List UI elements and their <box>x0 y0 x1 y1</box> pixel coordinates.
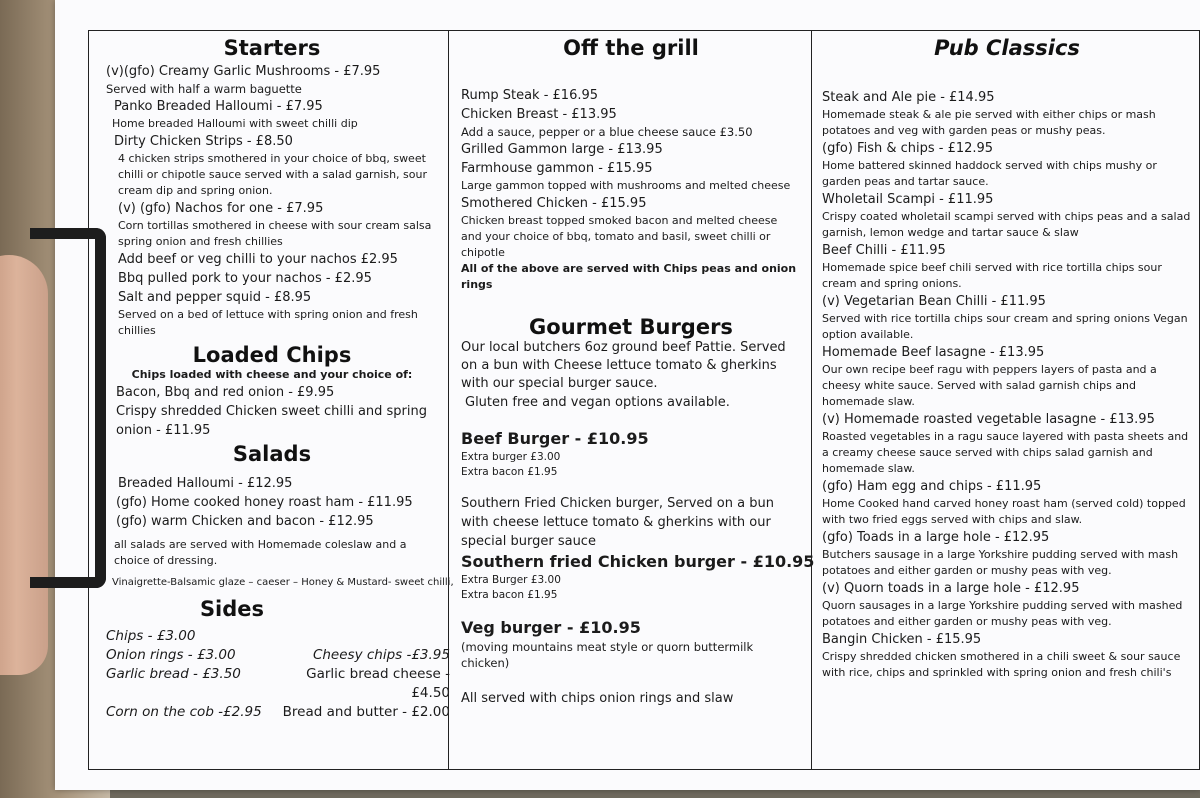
salad-item: (gfo) Home cooked honey roast ham - £11.95 <box>116 495 413 510</box>
pub-classics-heading: Pub Classics <box>934 36 1080 60</box>
beef-burger: Beef Burger - £10.95 <box>461 429 649 448</box>
salads-note: all salads are served with Homemade coleslaw and a choice of dressing. <box>114 538 407 567</box>
classic-desc: Homemade steak & ale pie served with either chips or mash potatoes and veg with garden peas or mushy peas. <box>822 108 1156 137</box>
veg-burger: Veg burger - £10.95 <box>461 618 641 637</box>
classic-item <box>822 528 1192 579</box>
burgers-all-served: All served with chips onion rings and slaw <box>461 691 734 706</box>
classic-item <box>822 190 1192 241</box>
classic-item <box>822 477 1192 528</box>
grill-item: Rump Steak - £16.95 <box>461 88 599 103</box>
column-middle <box>448 30 815 770</box>
classic-name: (gfo) Fish & chips - £12.95 <box>822 141 994 156</box>
sides-heading: Sides <box>199 597 265 621</box>
grill-heading: Off the grill <box>563 36 699 60</box>
loaded-chips-item: Bacon, Bbq and red onion - £9.95 <box>116 385 335 400</box>
classic-name: Bangin Chicken - £15.95 <box>822 632 982 647</box>
burgers-gf-note: Gluten free and vegan options available. <box>465 395 730 410</box>
classic-desc: Butchers sausage in a large Yorkshire pudding served with mash potatoes and either garden or mushy peas with veg. <box>822 548 1179 577</box>
grill-item: Farmhouse gammon - £15.95 <box>461 161 653 176</box>
starter-desc: Home breaded Halloumi with sweet chilli dip <box>112 117 358 130</box>
grill-note: Add a sauce, pepper or a blue cheese sauce £3.50 <box>461 125 753 139</box>
side-item: Bread and butter - £2.00 <box>282 704 450 720</box>
burger-extra: Extra burger £3.00 <box>461 451 561 463</box>
burger-extra: Extra Burger £3.00 <box>461 574 561 586</box>
salad-item: (gfo) warm Chicken and bacon - £12.95 <box>116 514 374 529</box>
starter-desc: Corn tortillas smothered in cheese with sour cream salsa spring onion and fresh chillies <box>118 219 432 248</box>
veg-burger-desc: (moving mountains meat style or quorn buttermilk chicken) <box>461 640 754 670</box>
classic-desc: Crispy coated wholetail scampi served with chips peas and a salad garnish, lemon wedge and tartar sauce & slaw <box>822 210 1191 239</box>
starters-heading: Starters <box>223 36 321 60</box>
starter-name: Add beef or veg chilli to your nachos £2.95 <box>118 252 398 267</box>
side-item: Corn on the cob -£2.95 <box>106 704 262 720</box>
classic-name: Homemade Beef lasagne - £13.95 <box>822 345 1045 360</box>
grill-desc: Large gammon topped with mushrooms and melted cheese <box>461 179 791 192</box>
side-item: Garlic bread cheese - £4.50 <box>306 666 450 701</box>
starters-item <box>106 97 438 132</box>
salads-heading: Salads <box>232 442 312 466</box>
classic-item <box>822 630 1192 681</box>
sfc-burger: Southern fried Chicken burger - £10.95 <box>461 552 815 571</box>
starter-name: (v) (gfo) Nachos for one - £7.95 <box>118 201 324 216</box>
classic-desc: Roasted vegetables in a ragu sauce layered with pasta sheets and a creamy cheese sauce served with chips salad garnish and homemade slaw. <box>822 430 1189 475</box>
starter-name: Panko Breaded Halloumi - £7.95 <box>114 99 323 114</box>
starter-desc: 4 chicken strips smothered in your choice of bbq, sweet chilli or chipotle sauce served with a salad garnish, sour cream dip and spring onion. <box>118 152 427 197</box>
grill-item: Grilled Gammon large - £13.95 <box>461 142 663 157</box>
classic-item <box>822 410 1192 477</box>
burger-extra: Extra bacon £1.95 <box>461 466 558 478</box>
classic-name: (gfo) Ham egg and chips - £11.95 <box>822 479 1042 494</box>
starter-desc: Served on a bed of lettuce with spring onion and fresh chillies <box>118 308 418 337</box>
salad-item: Breaded Halloumi - £12.95 <box>118 476 293 491</box>
starters-item <box>106 199 438 250</box>
classic-name: (v) Vegetarian Bean Chilli - £11.95 <box>822 294 1046 309</box>
side-item: Chips - £3.00 <box>106 628 196 644</box>
burgers-intro: Our local butchers 6oz ground beef Pattie. Served on a bun with Cheese lettuce tomato & gherkins with our special burger sauce. <box>461 340 786 391</box>
starter-desc: Served with half a warm baguette <box>106 82 302 96</box>
starters-item <box>106 62 438 97</box>
classic-item <box>822 139 1192 190</box>
burgers-heading: Gourmet Burgers <box>529 315 733 339</box>
column-left <box>88 30 454 770</box>
classic-name: (v) Quorn toads in a large hole - £12.95 <box>822 581 1080 596</box>
classic-desc: Quorn sausages in a large Yorkshire pudding served with mashed potatoes and either garden or mushy peas with veg. <box>822 599 1183 628</box>
classic-name: Wholetail Scampi - £11.95 <box>822 192 994 207</box>
loaded-chips-item: Crispy shredded Chicken sweet chilli and spring onion - £11.95 <box>116 404 428 438</box>
pub-classics-list <box>822 88 1192 681</box>
classic-name: Beef Chilli - £11.95 <box>822 243 946 258</box>
column-right <box>812 30 1200 770</box>
burger-extra: Extra bacon £1.95 <box>461 589 558 601</box>
sfc-desc: Southern Fried Chicken burger, Served on a bun with cheese lettuce tomato & gherkins with our special burger sauce <box>461 496 774 549</box>
classic-name: Steak and Ale pie - £14.95 <box>822 90 995 105</box>
grill-item: Smothered Chicken - £15.95 <box>461 196 647 211</box>
classic-desc: Homemade spice beef chili served with rice tortilla chips sour cream and spring onions. <box>822 261 1162 290</box>
side-item: Garlic bread - £3.50 <box>106 666 241 682</box>
classic-name: (v) Homemade roasted vegetable lasagne - £13.95 <box>822 412 1155 427</box>
sides-list <box>106 627 450 722</box>
starters-item <box>106 132 438 199</box>
starter-name: Salt and pepper squid - £8.95 <box>118 290 312 305</box>
side-item: Onion rings - £3.00 <box>106 647 236 663</box>
side-item: Cheesy chips -£3.95 <box>312 647 450 663</box>
classic-item <box>822 292 1192 343</box>
grill-item: Chicken Breast - £13.95 <box>461 107 617 122</box>
classic-desc: Served with rice tortilla chips sour cream and spring onions Vegan option available. <box>822 312 1188 341</box>
classic-desc: Our own recipe beef ragu with peppers layers of pasta and a cheesy white sauce. Served with salad garnish chips and homemade slaw. <box>822 363 1157 408</box>
starter-name: Bbq pulled pork to your nachos - £2.95 <box>118 271 372 286</box>
classic-desc: Crispy shredded chicken smothered in a chili sweet & sour sauce with rice, chips and sprinkled with spring onion and fresh chili's <box>822 650 1181 679</box>
loaded-chips-intro: Chips loaded with cheese and your choice of: <box>131 368 413 381</box>
starter-name: Dirty Chicken Strips - £8.50 <box>114 134 293 149</box>
salads-dressings: Vinaigrette-Balsamic glaze – caeser – Honey & Mustard- sweet chilli, <box>112 577 454 588</box>
classic-item <box>822 579 1192 630</box>
grill-desc: Chicken breast topped smoked bacon and melted cheese and your choice of bbq, tomato and basil, sweet chilli or chipotle <box>461 214 778 259</box>
classic-desc: Home battered skinned haddock served with chips mushy or garden peas and tartar sauce. <box>822 159 1157 188</box>
classic-item <box>822 343 1192 410</box>
classic-desc: Home Cooked hand carved honey roast ham (served cold) topped with two fried eggs served with chips and slaw. <box>822 497 1186 526</box>
loaded-chips-heading: Loaded Chips <box>192 343 352 367</box>
classic-name: (gfo) Toads in a large hole - £12.95 <box>822 530 1050 545</box>
classic-item <box>822 88 1192 139</box>
starters-item <box>106 288 438 339</box>
classic-item <box>822 241 1192 292</box>
starter-name: (v)(gfo) Creamy Garlic Mushrooms - £7.95 <box>106 64 381 79</box>
grill-served-note: All of the above are served with Chips peas and onion rings <box>461 262 797 291</box>
